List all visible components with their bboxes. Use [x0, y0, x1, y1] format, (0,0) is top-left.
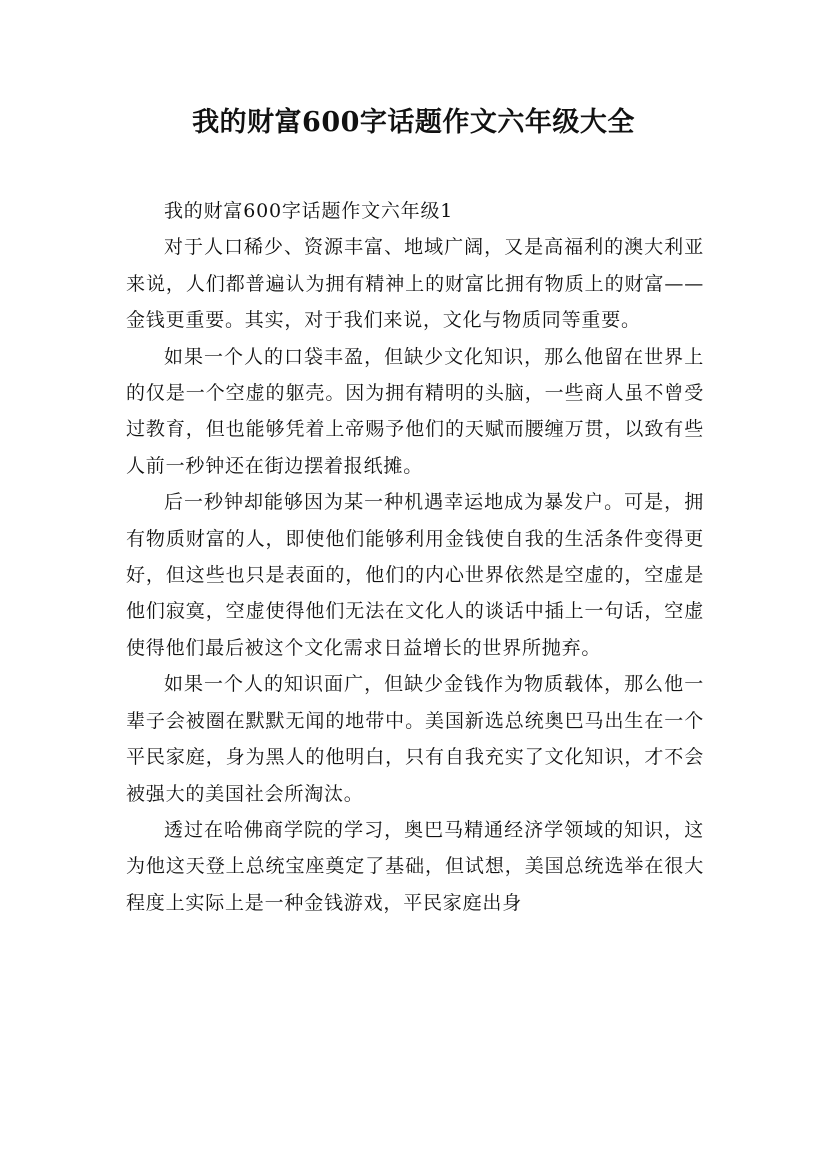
paragraph-1: 对于人口稀少、资源丰富、地域广阔，又是高福利的澳大利亚来说，人们都普遍认为拥有精神上的财富比拥有物质上的财富——金钱更重要。其实，对于我们来说，文化与物质同等重要。 — [126, 236, 704, 332]
paragraph-4: 如果一个人的知识面广，但缺少金钱作为物质载体，那么他一辈子会被圈在默默无闻的地带中。美国新选总统奥巴马出生在一个平民家庭，身为黑人的他明白，只有自我充实了文化知识，才不会被强大的美国社会所淘汰。 — [126, 673, 704, 805]
document-title: 我的财富600字话题作文六年级大全 — [192, 107, 635, 138]
paragraph-2: 如果一个人的口袋丰盈，但缺少文化知识，那么他留在世界上的仅是一个空虚的躯壳。因为拥有精明的头脑，一些商人虽不曾受过教育，但也能够凭着上帝赐予他们的天赋而腰缠万贯，以致有些人前一秒钟还在街边摆着报纸摊。 — [126, 345, 704, 477]
paragraph-5: 透过在哈佛商学院的学习，奥巴马精通经济学领域的知识，这为他这天登上总统宝座奠定了基础，但试想，美国总统选举在很大程度上实际上是一种金钱游戏，平民家庭出身 — [126, 818, 704, 914]
section-heading: 我的财富600字话题作文六年级1 — [164, 200, 454, 222]
paragraph-3: 后一秒钟却能够因为某一种机遇幸运地成为暴发户。可是，拥有物质财富的人，即使他们能够利用金钱使自我的生活条件变得更好，但这些也只是表面的，他们的内心世界依然是空虚的，空虚是他们寂寞，空虚使得他们无法在文化人的谈话中插上一句话，空虚使得他们最后被这个文化需求日益增长的世界所抛弃。 — [126, 491, 704, 659]
document-body — [126, 193, 704, 921]
